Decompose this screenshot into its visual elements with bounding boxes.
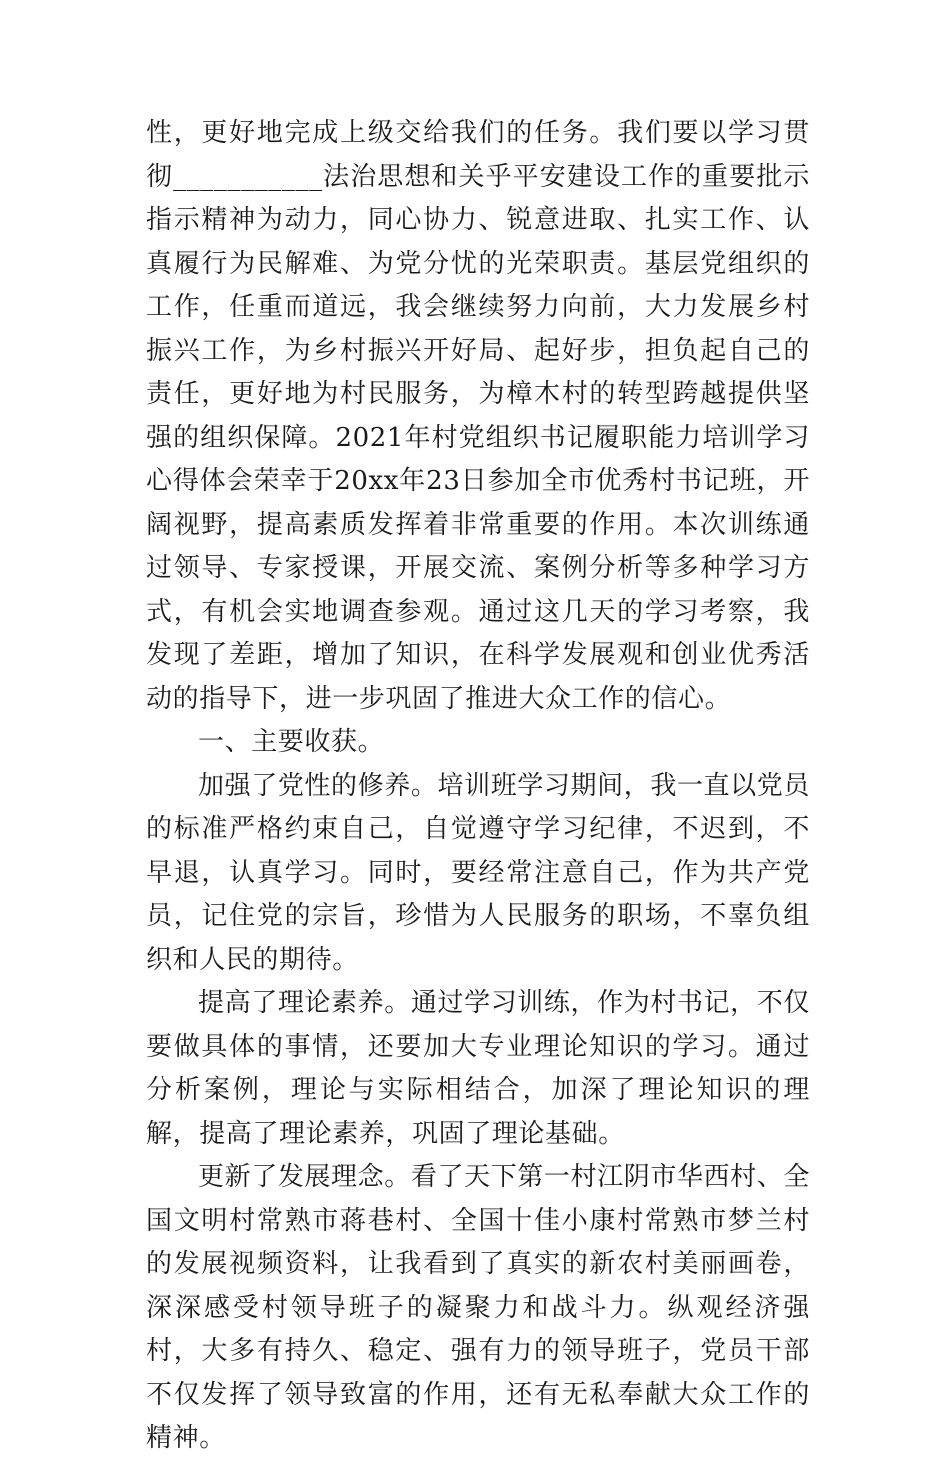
document-body [146,112,810,1461]
paragraph-development: 更新了发展理念。看了天下第一村江阴市华西村、全国文明村常熟市蒋巷村、全国十佳小康村常熟市梦兰村的发展视频资料，让我看到了真实的新农村美丽画卷，深深感受村领导班子的凝聚力和战斗力。纵观经济强村，大多有持久、稳定、强有力的领导班子，党员干部不仅发挥了领导致富的作用，还有无私奉献大众工作的精神。 [146,1162,810,1453]
paragraph-continuation: 性，更好地完成上级交给我们的任务。我们要以学习贯彻___________法治思想和关乎平安建设工作的重要批示指示精神为动力，同心协力、锐意进取、扎实工作、认真履行为民解难、为党分忧的光荣职责。基层党组织的工作，任重而道远，我会继续努力向前，大力发展乡村振兴工作，为乡村振兴开好局、起好步，担负起自己的责任，更好地为村民服务，为樟木村的转型跨越提供坚强的组织保障。2021年村党组织书记履职能力培训学习心得体会荣幸于20xx年23日参加全市优秀村书记班，开阔视野，提高素质发挥着非常重要的作用。本次训练通过领导、专家授课，开展交流、案例分析等多种学习方式，有机会实地调查参观。通过这几天的学习考察，我发现了差距，增加了知识，在科学发展观和创业优秀活动的指导下，进一步巩固了推进大众工作的信心。 [146,118,810,714]
section-heading-main-gains: 一、主要收获。 [198,727,385,757]
paragraph-party-spirit: 加强了党性的修养。培训班学习期间，我一直以党员的标准严格约束自己，自觉遵守学习纪律，不迟到，不早退，认真学习。同时，要经常注意自己，作为共产党员，记住党的宗旨，珍惜为人民服务的职场，不辜负组织和人民的期待。 [146,770,810,975]
paragraph-theory: 提高了理论素养。通过学习训练，作为村书记，不仅要做具体的事情，还要加大专业理论知识的学习。通过分析案例，理论与实际相结合，加深了理论知识的理解，提高了理论素养，巩固了理论基础。 [146,988,810,1149]
